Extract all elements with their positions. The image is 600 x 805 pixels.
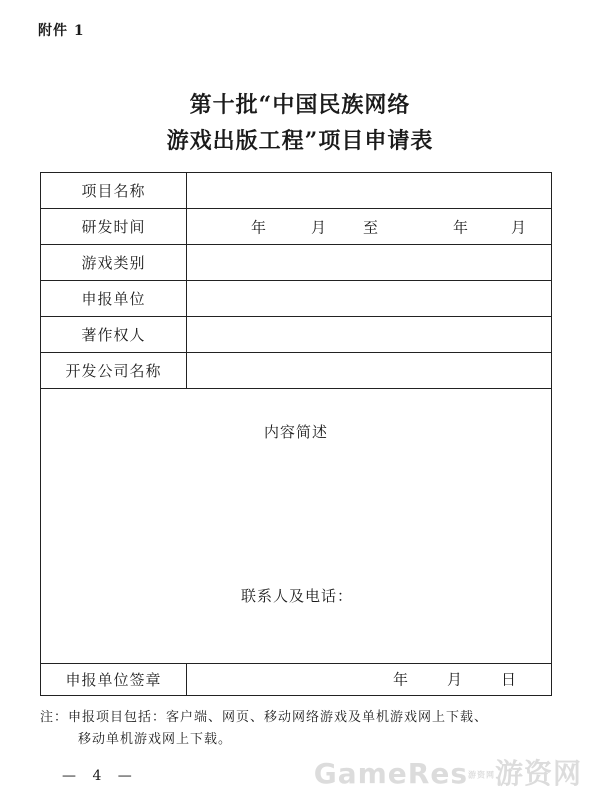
applicant-field[interactable] (187, 281, 551, 316)
dev-company-label: 开发公司名称 (41, 353, 187, 388)
end-month-unit: 月 (511, 218, 527, 236)
dev-period-field[interactable] (187, 209, 551, 244)
game-category-label: 游戏类别 (41, 245, 187, 280)
row-project-name (41, 173, 551, 209)
row-applicant (41, 281, 551, 317)
content-summary-section[interactable] (41, 389, 551, 664)
watermark-text: GameRes (313, 757, 468, 790)
dev-company-field[interactable] (187, 353, 551, 388)
contact-label: 联系人及电话： (241, 587, 354, 605)
form-title-line1: 第十批“中国民族网络 (189, 92, 411, 118)
watermark-tiny: 游资网 (467, 770, 495, 780)
start-year-unit: 年 (251, 218, 267, 236)
applicant-seal-field[interactable] (187, 663, 551, 695)
application-form-table (40, 172, 552, 696)
attachment-label: 附件 1 (38, 23, 85, 39)
footnote (40, 707, 570, 751)
watermark-cn: 游资网 (494, 757, 582, 790)
dev-period-label: 研发时间 (41, 209, 187, 244)
gameres-watermark (314, 752, 582, 792)
row-copyright-holder (41, 317, 551, 353)
applicant-seal-label: 申报单位签章 (41, 663, 187, 695)
seal-month-unit: 月 (447, 670, 463, 689)
form-title-line2: 游戏出版工程”项目申请表 (166, 128, 434, 154)
row-applicant-seal (41, 663, 551, 695)
end-year-unit: 年 (453, 218, 469, 236)
project-name-field[interactable] (187, 173, 551, 208)
content-summary-title: 内容简述 (263, 423, 328, 441)
copyright-holder-field[interactable] (187, 317, 551, 352)
start-month-unit: 月 (311, 218, 327, 236)
copyright-holder-label: 著作权人 (41, 317, 187, 352)
seal-day-unit: 日 (501, 670, 517, 689)
to-separator: 至 (363, 218, 379, 236)
footnote-line1: 注：申报项目包括：客户端、网页、移动网络游戏及单机游戏网上下载、 (40, 710, 489, 725)
applicant-label: 申报单位 (41, 281, 187, 316)
seal-year-unit: 年 (393, 670, 409, 689)
footnote-line2: 移动单机游戏网上下载。 (78, 732, 233, 747)
row-dev-period (41, 209, 551, 245)
project-name-label: 项目名称 (41, 173, 187, 208)
row-dev-company (41, 353, 551, 389)
page-number: — 4 — (62, 768, 138, 784)
row-game-category (41, 245, 551, 281)
game-category-field[interactable] (187, 245, 551, 280)
